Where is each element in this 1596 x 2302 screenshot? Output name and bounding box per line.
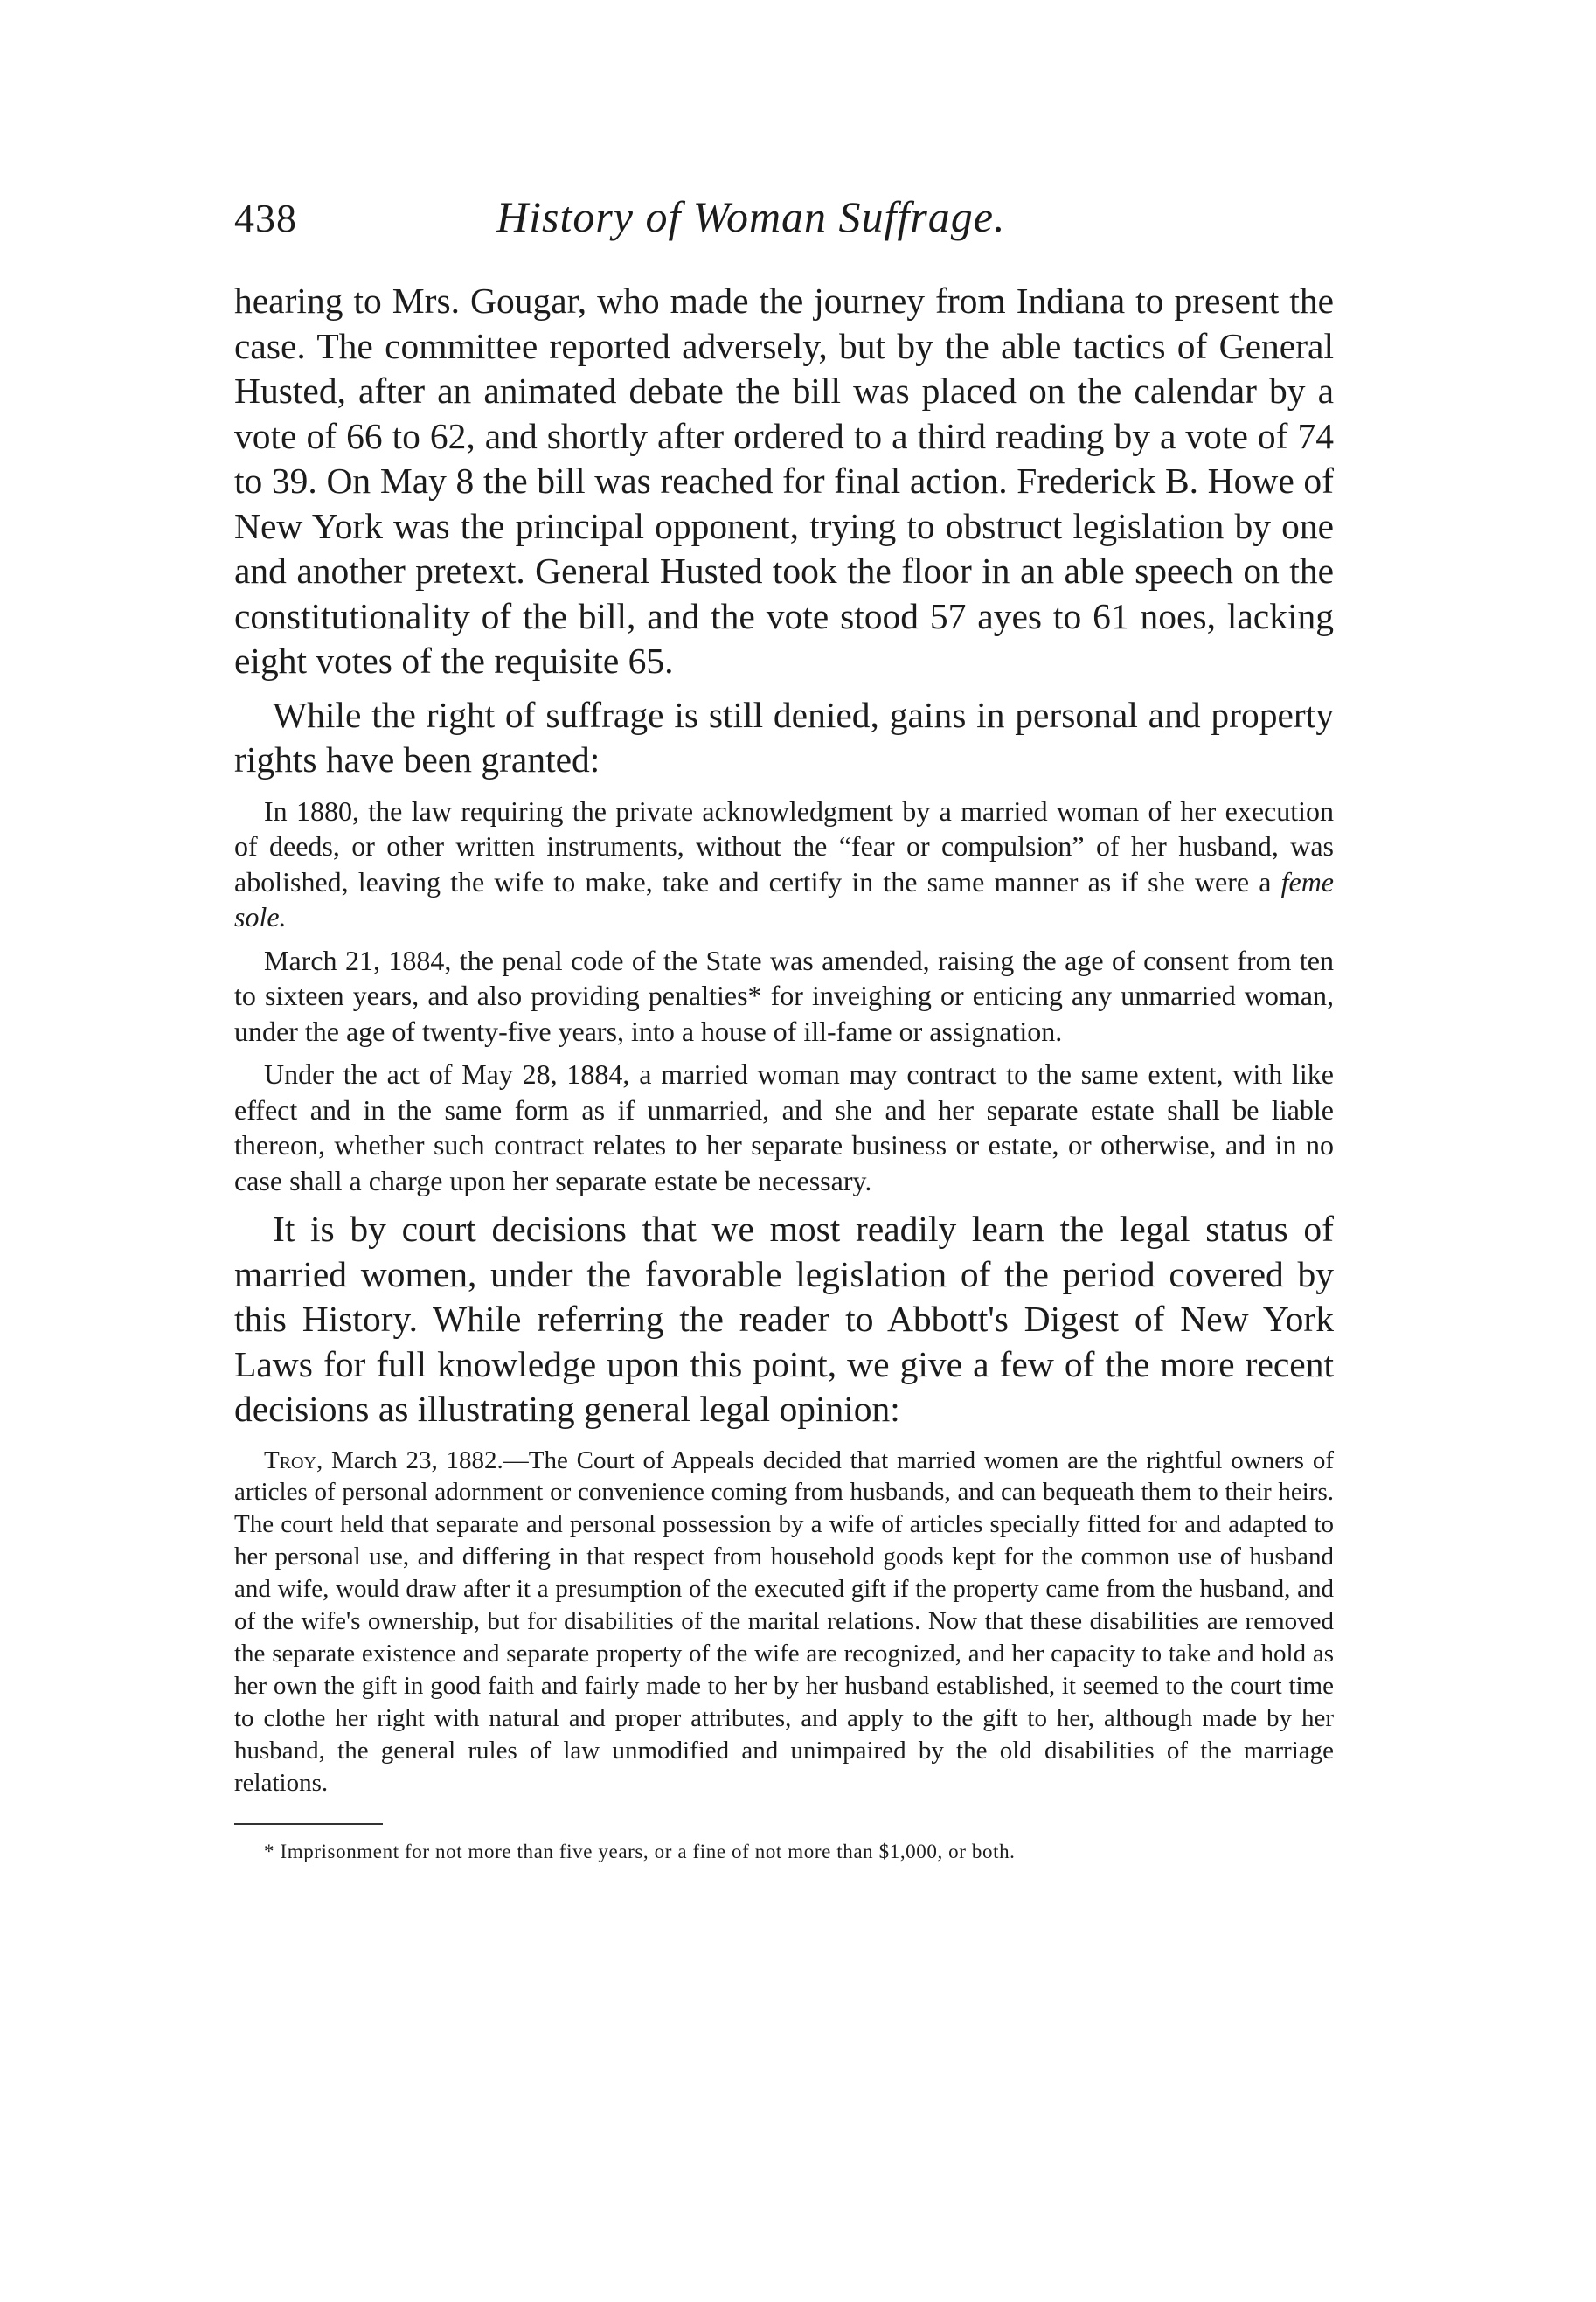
decision-troy-1882 (234, 1445, 1334, 1799)
footnote-rule (234, 1823, 383, 1825)
footnote-penalties: * Imprisonment for not more than five years, or a fine of not more than $1,000, or both. (264, 1841, 1016, 1863)
extract-acknowledgment-text: In 1880, the law requiring the private acknowledgment by a married woman of her execution of deeds, or other written instruments, without the “fear or compulsion” of her husband, was abolished, leaving the wife to make, take and certify in the same manner as if she were a (234, 794, 1334, 898)
decision-text: —The Court of Appeals decided that married women are the rightful owners of articles of personal adornment or convenience coming from husbands, and can bequeath them to their heirs. The court held that separate and personal possession by a wife of articles specially fitted for and adapted to her personal use, and differing in that respect from household goods kept for the common use of husband and wife, would draw after it a presumption of the executed gift if the property came from the husband, and of the wife's ownership, but for disabilities of the marital relations. Now that these disabilities are removed the separate existence and separate property of the wife are recognized, and her capacity to take and hold as her own the gift in good faith and fairly made to her by her husband established, it seemed to the court time to clothe her right with natural and proper attributes, and apply to the gift to her, although made by her husband, the general rules of law unmodified and unimpaired by the old disabilities of the marriage relations. (234, 1446, 1334, 1797)
decision-date: , March 23, 1882. (316, 1446, 503, 1474)
decision-place: Troy (264, 1446, 316, 1474)
running-title: History of Woman Suffrage. (496, 192, 1006, 241)
running-head (234, 188, 1334, 267)
paragraph-rights-granted: While the right of suffrage is still denied, gains in personal and property rights have been granted: (234, 694, 1334, 780)
extract-acknowledgment-law (234, 794, 1334, 935)
extract-feme-sole: feme sole. (234, 865, 1334, 933)
paragraph-court-decisions: It is by court decisions that we most readily learn the legal status of married women, under the favorable legislation of the period covered by this History. While referring the reader to Abbott's Digest of New York Laws for full knowledge upon this point, we give a few of the more recent decisions as illustrating general legal opinion: (234, 1209, 1334, 1429)
book-page (234, 188, 1334, 1865)
extract-penal-code: March 21, 1884, the penal code of the State was amended, raising the age of consent from ten to sixteen years, and also providing penalties* for inveighing or enticing any unmarried woman, under the age of twenty-five years, into a house of ill-fame or assignation. (234, 944, 1334, 1047)
paragraph-husted-debate: hearing to Mrs. Gougar, who made the journey from Indiana to present the case. The committee reported adversely, but by the able tactics of General Husted, after an animated debate the bill was placed on the calendar by a vote of 66 to 62, and shortly after ordered to a third reading by a vote of 74 to 39. On May 8 the bill was reached for final action. Frederick B. Howe of New York was the principal opponent, trying to obstruct legislation by one and another pretext. General Husted took the floor in an able speech on the constitutionality of the bill, and the vote stood 57 ayes to 61 noes, lacking eight votes of the requisite 65. (234, 281, 1334, 681)
page-number: 438 (234, 196, 297, 240)
extract-married-woman-contract: Under the act of May 28, 1884, a married woman may contract to the same extent, with like effect and in the same form as if unmarried, and she and her separate estate shall be liable thereon, whether such contract relates to her separate business or estate, or otherwise, and in no case shall a charge upon her separate estate be necessary. (234, 1058, 1334, 1196)
